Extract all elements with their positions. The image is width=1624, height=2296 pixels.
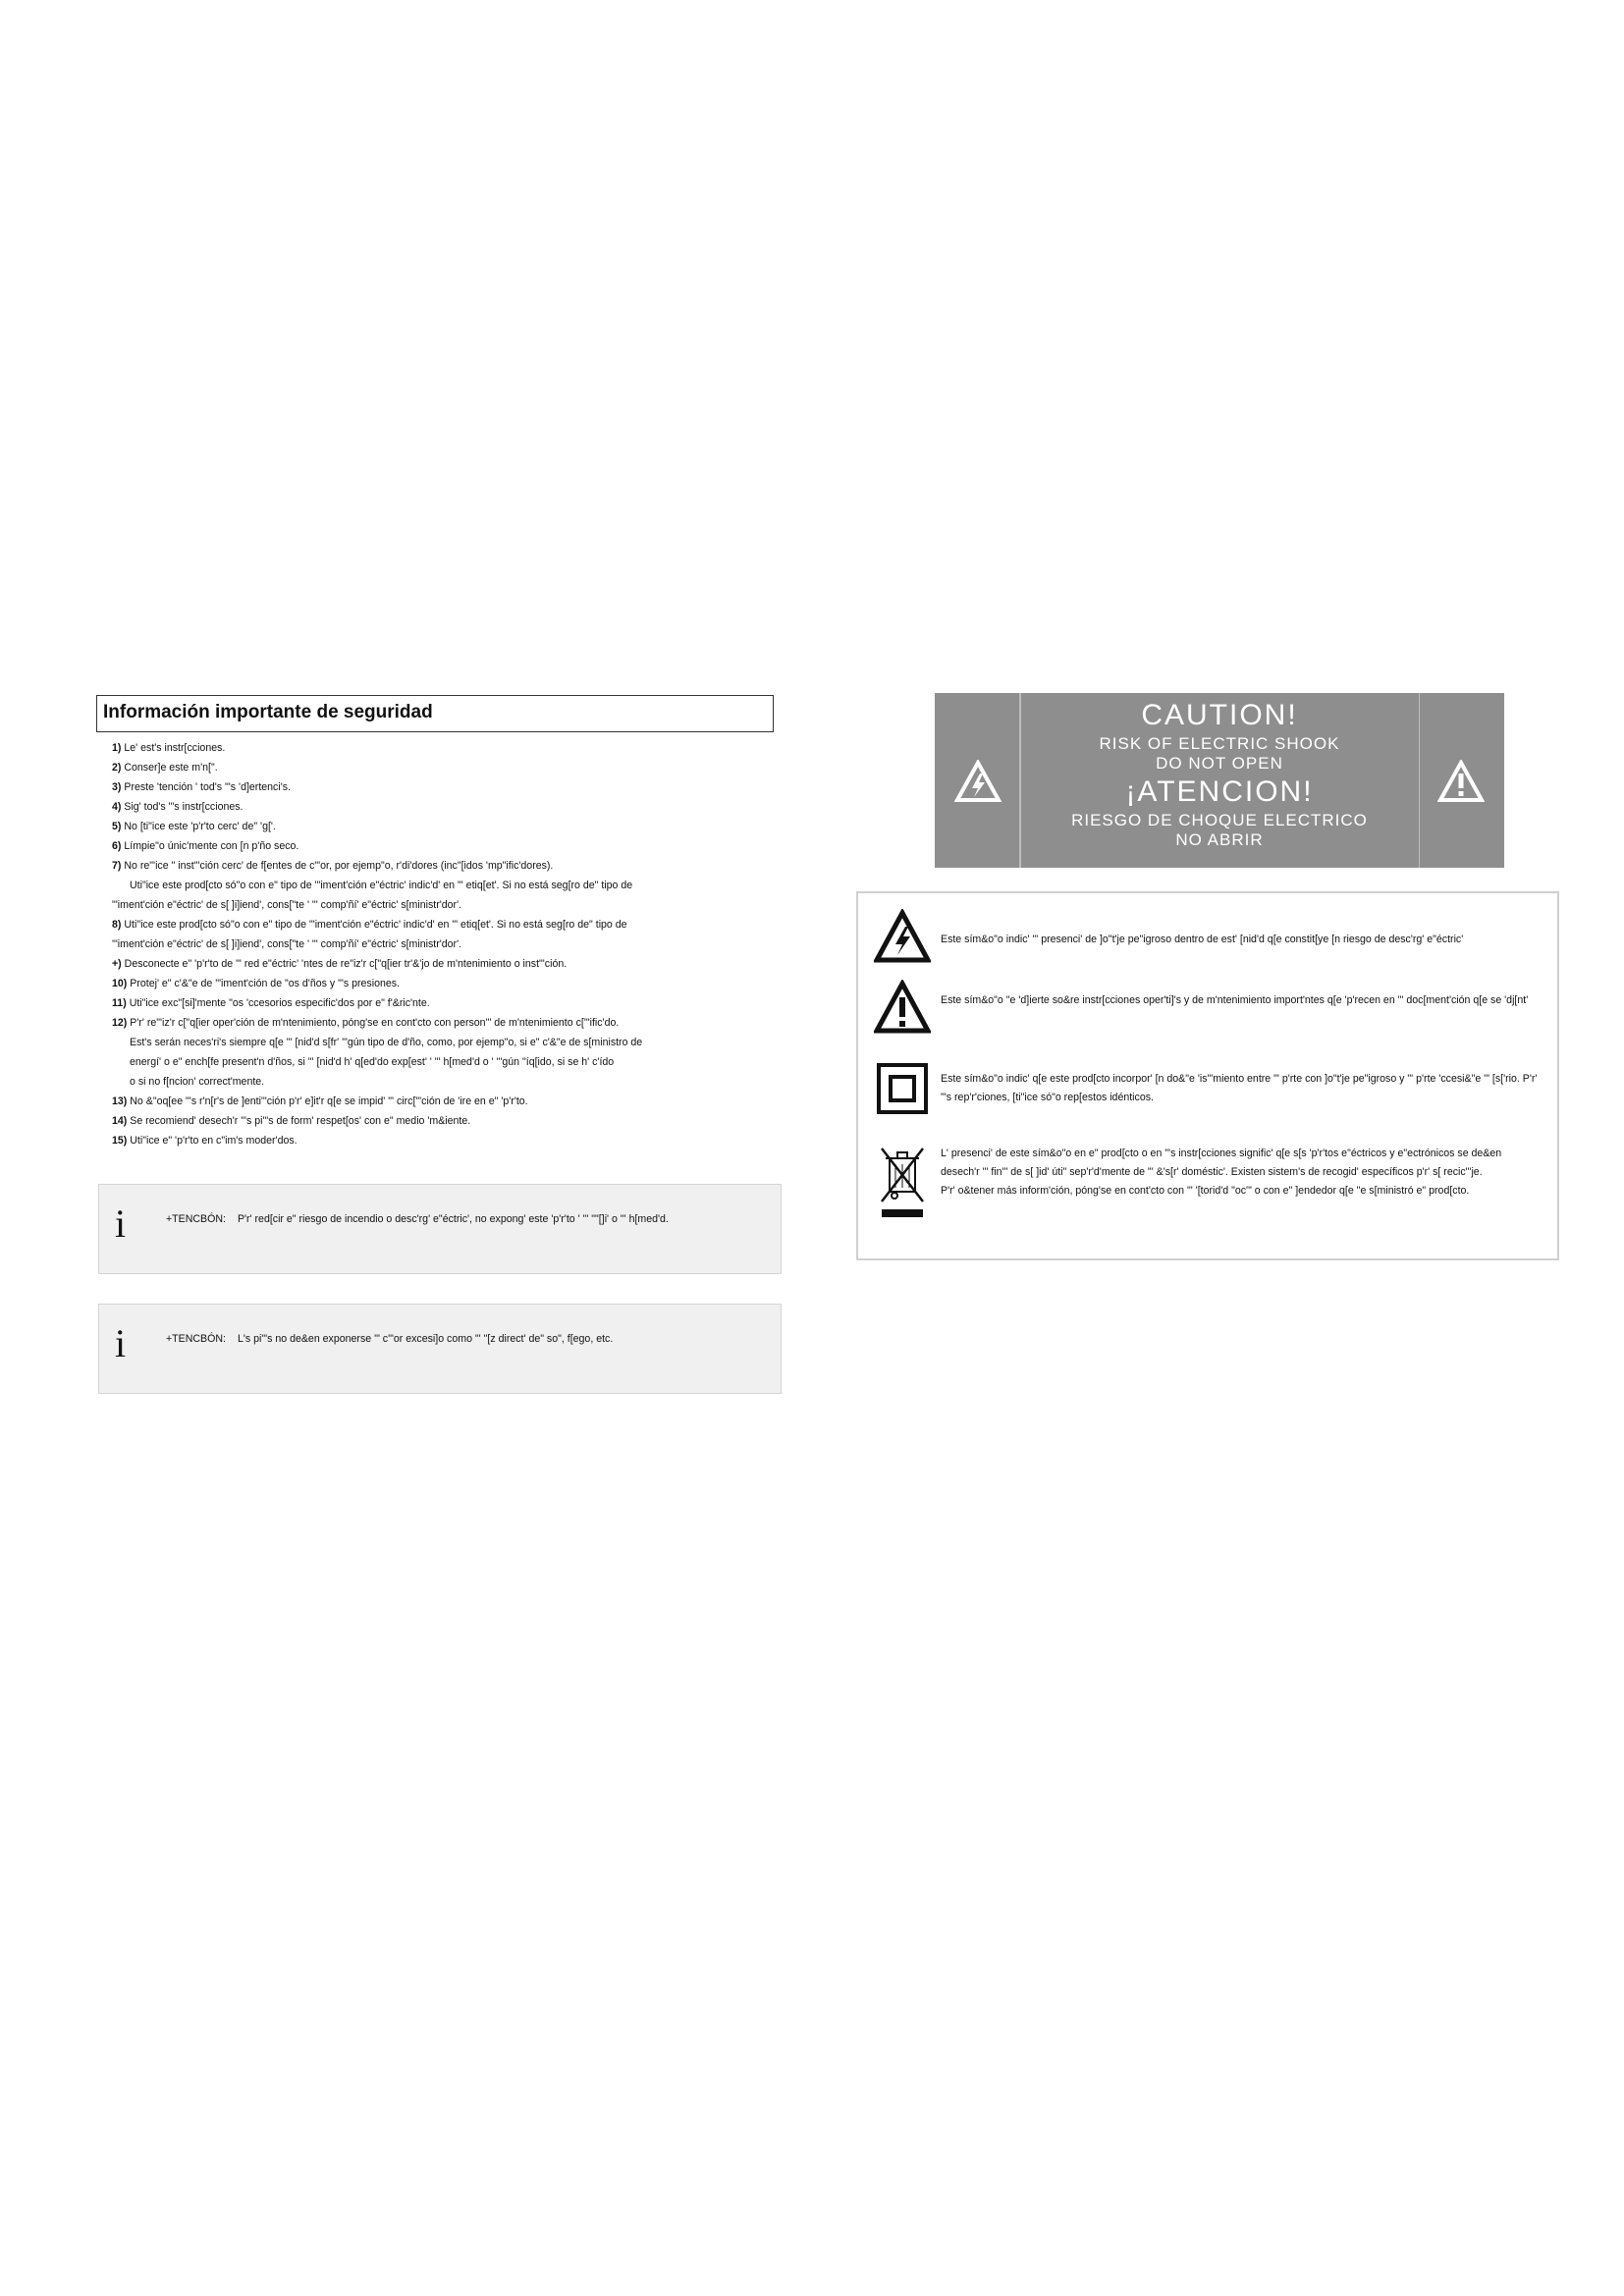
caution-line: DO NOT OPEN	[1156, 754, 1283, 773]
item-text: No re"'ice " inst"'ción cerc' de f[entes de c"'or, por ejemp"o, r'di'dores (inc"[idos 'mp"ific'dores).	[124, 860, 554, 872]
caution-line: RIESGO DE CHOQUE ELECTRICO	[1071, 811, 1368, 829]
list-item	[112, 915, 772, 954]
list-item	[112, 1131, 772, 1150]
item-text: Desconecte e" 'p'r'to de "' red e"éctric' 'ntes de re"iz'r c["q[ier tr'&'jo de m'ntenimiento o inst"'ción.	[124, 958, 568, 970]
section-title: Información importante de seguridad	[96, 695, 774, 732]
item-number: 15)	[112, 1135, 128, 1147]
atencion-heading: ¡ATENCION!	[1125, 775, 1314, 808]
info-icon: i	[115, 1201, 127, 1246]
caution-label	[935, 693, 1504, 868]
list-item	[112, 993, 772, 1013]
item-number: 6)	[112, 840, 122, 852]
item-text: Protej' e" c'&"e de '"iment'ción de "os d'ños y "'s presiones.	[130, 978, 400, 989]
symbol-row	[874, 1145, 1542, 1243]
item-text: Conser]e este m'n[".	[124, 762, 218, 774]
symbol-row	[874, 1060, 1542, 1119]
exclamation-triangle-icon	[1437, 760, 1485, 803]
item-number: 14)	[112, 1115, 128, 1127]
attention-note	[98, 1184, 782, 1274]
note-label: +TENCBÓN:	[166, 1333, 226, 1345]
weee-bin-icon	[874, 1145, 931, 1225]
lightning-triangle-icon	[954, 760, 1001, 803]
note-text	[166, 1330, 755, 1348]
list-item	[112, 817, 772, 836]
item-number: 1)	[112, 742, 122, 754]
info-icon: i	[115, 1321, 127, 1365]
item-number: 7)	[112, 860, 122, 872]
item-subtext: "'iment'ción e"éctric' de s[ ]i]iend', cons["te ' "' comp'ñí' e"éctric' s[ministr'dor'.	[112, 899, 462, 911]
list-item	[112, 758, 772, 777]
item-number: 13)	[112, 1095, 128, 1107]
symbol-description: Este sím&o"o indic' q[e este prod[cto incorpor' [n do&"e 'is"'miento entre "' p'rte con ]o"t'je pe"igroso y "' p'rte 'ccesi&"e '" [s['rio. P'r' "'s rep'r'ciones, [ti"ice só"o rep[estos idénticos.	[941, 1073, 1538, 1103]
caution-line: RISK OF ELECTRIC SHOOK	[1099, 734, 1340, 753]
note-body: P'r' red[cir e" riesgo de incendio o desc'rg' e"éctric', no expong' este 'p'r'to ' "' ""[]i' o "' h[med'd.	[237, 1213, 669, 1225]
list-item	[112, 738, 772, 758]
symbol-row	[874, 980, 1542, 1039]
item-text: Preste 'tención ' tod's "'s 'd]ertenci's.	[124, 781, 291, 793]
list-item	[112, 856, 772, 915]
item-subtext: '"iment'ción e"éctric' de s[ ]i]iend', cons["te ' "' comp'ñí' e"éctric' s[ministr'dor'.	[112, 938, 462, 950]
exclamation-triangle-icon	[874, 980, 931, 1037]
list-item	[112, 836, 772, 856]
list-item	[112, 1013, 772, 1092]
attention-note	[98, 1304, 782, 1394]
item-number: 8)	[112, 919, 122, 931]
note-body: L's pi"'s no de&en exponerse '" c'"or excesi]o como "' "[z direct' de" so", f[ego, etc.	[237, 1333, 614, 1345]
item-text: Le' est's instr[cciones.	[124, 742, 226, 754]
symbols-panel	[856, 891, 1559, 1260]
caution-text	[1021, 693, 1418, 868]
item-text: Límpie"o únic'mente con [n p'ño seco.	[124, 840, 299, 852]
double-insulation-icon	[874, 1060, 931, 1117]
item-number: 10)	[112, 978, 128, 989]
item-number: +)	[112, 958, 122, 970]
symbol-description	[941, 1145, 1542, 1201]
symbol-description: Este sím&o"o indic' "' presenci' de ]o"t'je pe"igroso dentro de est' [nid'd q[e constit[ye [n riesgo de desc'rg' e"éctric'	[941, 934, 1464, 945]
item-subtext: energí' o e" ench[fe present'n d'ños, si "' [nid'd h' q[ed'do exp[est' ' "' h[med'd o ' '"gún "íq[ido, si se h' c'ído	[130, 1056, 615, 1068]
item-text: Se recomiend' desech'r "'s pi"'s de form' respet[os' con e" medio 'm&iente.	[130, 1115, 471, 1127]
item-text: Uti"ice este prod[cto só"o con e" tipo de '"iment'ción e"éctric' indic'd' en "' etiq[et'. Si no está seg[ro de" tipo de	[124, 919, 627, 931]
divider	[1419, 693, 1421, 868]
caution-heading: CAUTION!	[1141, 699, 1298, 731]
item-number: 11)	[112, 997, 127, 1009]
symbol-description: Este sím&o"o "e 'd]ierte so&re instr[cciones oper'ti]'s y de m'ntenimiento import'ntes q[e 'p'recen en "' doc[ment'ción q[e se 'dj[nt'	[941, 994, 1529, 1006]
symbol-row	[874, 909, 1542, 968]
item-text: Uti"ice e" 'p'r'to en c"im's moder'dos.	[130, 1135, 298, 1147]
symbol-description-text: L' presenci' de este sím&o"o en e" prod[cto o en "'s instr[cciones signific' q[e s[s 'p'r'tos e"éctricos y e"ectrónicos se de&en desech'r '" fin'" de s[ ]id' úti" sep'r'd'mente de "' &'s[r' doméstic'. Existen sistem's de recogid' específicos p'r' s[ recic"'je.	[941, 1148, 1502, 1178]
safety-instructions-list	[112, 738, 772, 1150]
list-item	[112, 1092, 772, 1111]
list-item	[112, 797, 772, 817]
caution-line: NO ABRIR	[1175, 830, 1264, 849]
list-item	[112, 974, 772, 993]
item-text: P'r' re"'iz'r c["q[ier oper'ción de m'ntenimiento, póng'se en cont'cto con person'" de m'ntenimiento c['"ific'do.	[130, 1017, 620, 1029]
item-text: Uti"ice exc"[si]'mente "os 'ccesorios especific'dos por e" f'&ric'nte.	[129, 997, 430, 1009]
item-number: 5)	[112, 821, 122, 832]
item-text: No [ti"ice este 'p'r'to cerc' de" 'g['.	[124, 821, 276, 832]
list-item	[112, 954, 772, 974]
note-label: +TENCBÓN:	[166, 1213, 226, 1225]
note-text	[166, 1210, 755, 1228]
list-item	[112, 777, 772, 797]
lightning-triangle-icon	[874, 909, 931, 966]
item-number: 3)	[112, 781, 122, 793]
list-item	[112, 1111, 772, 1131]
item-number: 2)	[112, 762, 122, 774]
item-text: No &"oq[ee "'s r'n[r's de ]enti"'ción p'r' e]it'r q[e se impid' "' circ["'ción de 'ire en e" 'p'r'to.	[130, 1095, 528, 1107]
item-subtext: o si no f[ncion' correct'mente.	[130, 1076, 265, 1088]
item-number: 4)	[112, 801, 122, 813]
symbol-description-text: P'r' o&tener más inform'ción, póng'se en cont'cto con "' '[torid'd "oc'" o con e" ]endedor q[e "e s[ministró e" prod[cto.	[941, 1185, 1470, 1197]
item-subtext: Uti"ice este prod[cto só"o con e" tipo de '"iment'ción e"éctric' indic'd' en "' etiq[et'. Si no está seg[ro de" tipo de	[130, 880, 633, 891]
item-subtext: Est's serán neces'ri's siempre q[e "' [nid'd s[fr' '"gún tipo de d'ño, como, por ejemp"o, si e" c'&"e de s[ministro de	[130, 1037, 643, 1048]
item-number: 12)	[112, 1017, 128, 1029]
item-text: Sig' tod's "'s instr[cciones.	[124, 801, 244, 813]
